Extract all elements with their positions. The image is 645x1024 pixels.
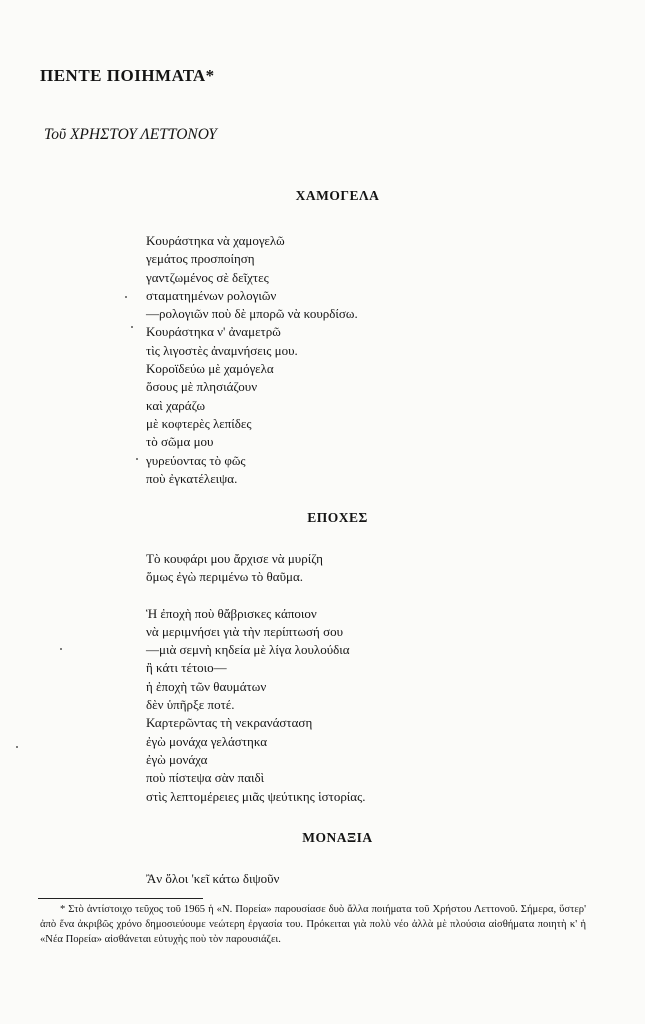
poem-line: Κουράστηκα νὰ χαμογελῶ — [146, 233, 285, 248]
poem-line: Τὸ κουφάρι μου ἄρχισε νὰ μυρίζη — [146, 551, 323, 566]
poem-line: τὶς λιγοστὲς ἀναμνήσεις μου. — [146, 342, 298, 358]
scan-speck — [16, 746, 18, 748]
footnote-rule — [38, 898, 203, 899]
poem-line: ποὺ ἐγκατέλειψα. — [146, 470, 238, 486]
poem-line: —μιὰ σεμνὴ κηδεία μὲ λίγα λουλούδια — [146, 642, 350, 658]
poem-title-chamogela: ΧΑΜΟΓΕΛΑ — [295, 188, 380, 203]
scan-speck — [131, 326, 133, 328]
page-title: ΠΕΝΤΕ ΠΟΙΗΜΑΤΑ* — [40, 66, 215, 85]
footnote: * Στὸ ἀντίστοιχο τεῦχος τοῦ 1965 ἡ «Ν. Πορεία» παρουσίασε δυὸ ἄλλα ποιήματα τοῦ Χρήστου Λεττονοῦ. Σήμερα, ὕστερ' ἀπὸ ἕνα ἀκριβῶς χρόνο δημοσιεύουμε νεώτερη ἐργασία του. Πρόκειται γιὰ πολὺ νέο ἀλλὰ μὲ πλούσια αἰσθήματα ποιητὴ κ' ἡ «Νέα Πορεία» αἰσθάνεται εὐτυχὴς ποὺ τὸν παρουσιάζει. — [40, 904, 586, 945]
poem-line: νὰ μεριμνήσει γιὰ τὴν περίπτωσή σου — [146, 623, 344, 639]
poem-line: ἐγὼ μονάχα — [146, 751, 208, 767]
stanza-gap — [146, 587, 366, 605]
poem-line: ἡ ἐποχὴ τῶν θαυμάτων — [146, 678, 267, 694]
scan-speck — [136, 458, 138, 460]
poem-title-monaxia: ΜΟΝΑΞΙΑ — [302, 830, 373, 845]
poem-line: δὲν ὑπῆρξε ποτέ. — [146, 697, 235, 713]
poem-body-epoches — [146, 550, 366, 806]
poem-line: Κοροϊδεύω μὲ χαμόγελα — [146, 361, 274, 377]
scan-speck — [60, 648, 62, 650]
poem-line: ἢ κάτι τέτοιο— — [146, 660, 227, 676]
poem-line: γαντζωμένος σὲ δεῖχτες — [146, 269, 269, 285]
poem-line: γεμάτος προσποίηση — [146, 251, 255, 267]
poem-line: ἐγὼ μονάχα γελάστηκα — [146, 733, 268, 749]
poem-line: Καρτερῶντας τὴ νεκρανάσταση — [146, 715, 313, 731]
poem-line: στὶς λεπτομέρειες μιᾶς ψεύτικης ἱστορίας. — [146, 788, 366, 804]
poem-line: ὅσους μὲ πλησιάζουν — [146, 379, 258, 395]
poem-line: καὶ χαράζω — [146, 397, 206, 413]
poem-body-monaxia — [146, 870, 279, 888]
poem-line: —ρολογιῶν ποὺ δὲ μπορῶ νὰ κουρδίσω. — [146, 306, 358, 322]
poem-line: μὲ κοφτερὲς λεπίδες — [146, 415, 252, 431]
poem-body-chamogela — [146, 232, 358, 488]
poem-line: τὸ σῶμα μου — [146, 434, 214, 450]
poem-line: ποὺ πίστεψα σὰν παιδὶ — [146, 770, 265, 786]
poem-line: Κουράστηκα ν' ἀναμετρῶ — [146, 324, 281, 340]
author-line: Τοῦ ΧΡΗΣΤΟΥ ΛΕΤΤΟΝΟΥ — [44, 126, 217, 143]
poem-title-epoches: ΕΠΟΧΕΣ — [307, 510, 368, 525]
poem-line: Ἡ ἐποχὴ ποὺ θἄβρισκες κάποιον — [146, 605, 317, 621]
poem-line: σταματημένων ρολογιῶν — [146, 287, 277, 303]
poem-line: ὅμως ἐγὼ περιμένω τὸ θαῦμα. — [146, 569, 304, 585]
poem-line: Ἂν ὅλοι 'κεῖ κάτω διψοῦν — [146, 871, 280, 886]
scan-speck — [125, 296, 127, 298]
poem-line: γυρεύοντας τὸ φῶς — [146, 452, 246, 468]
